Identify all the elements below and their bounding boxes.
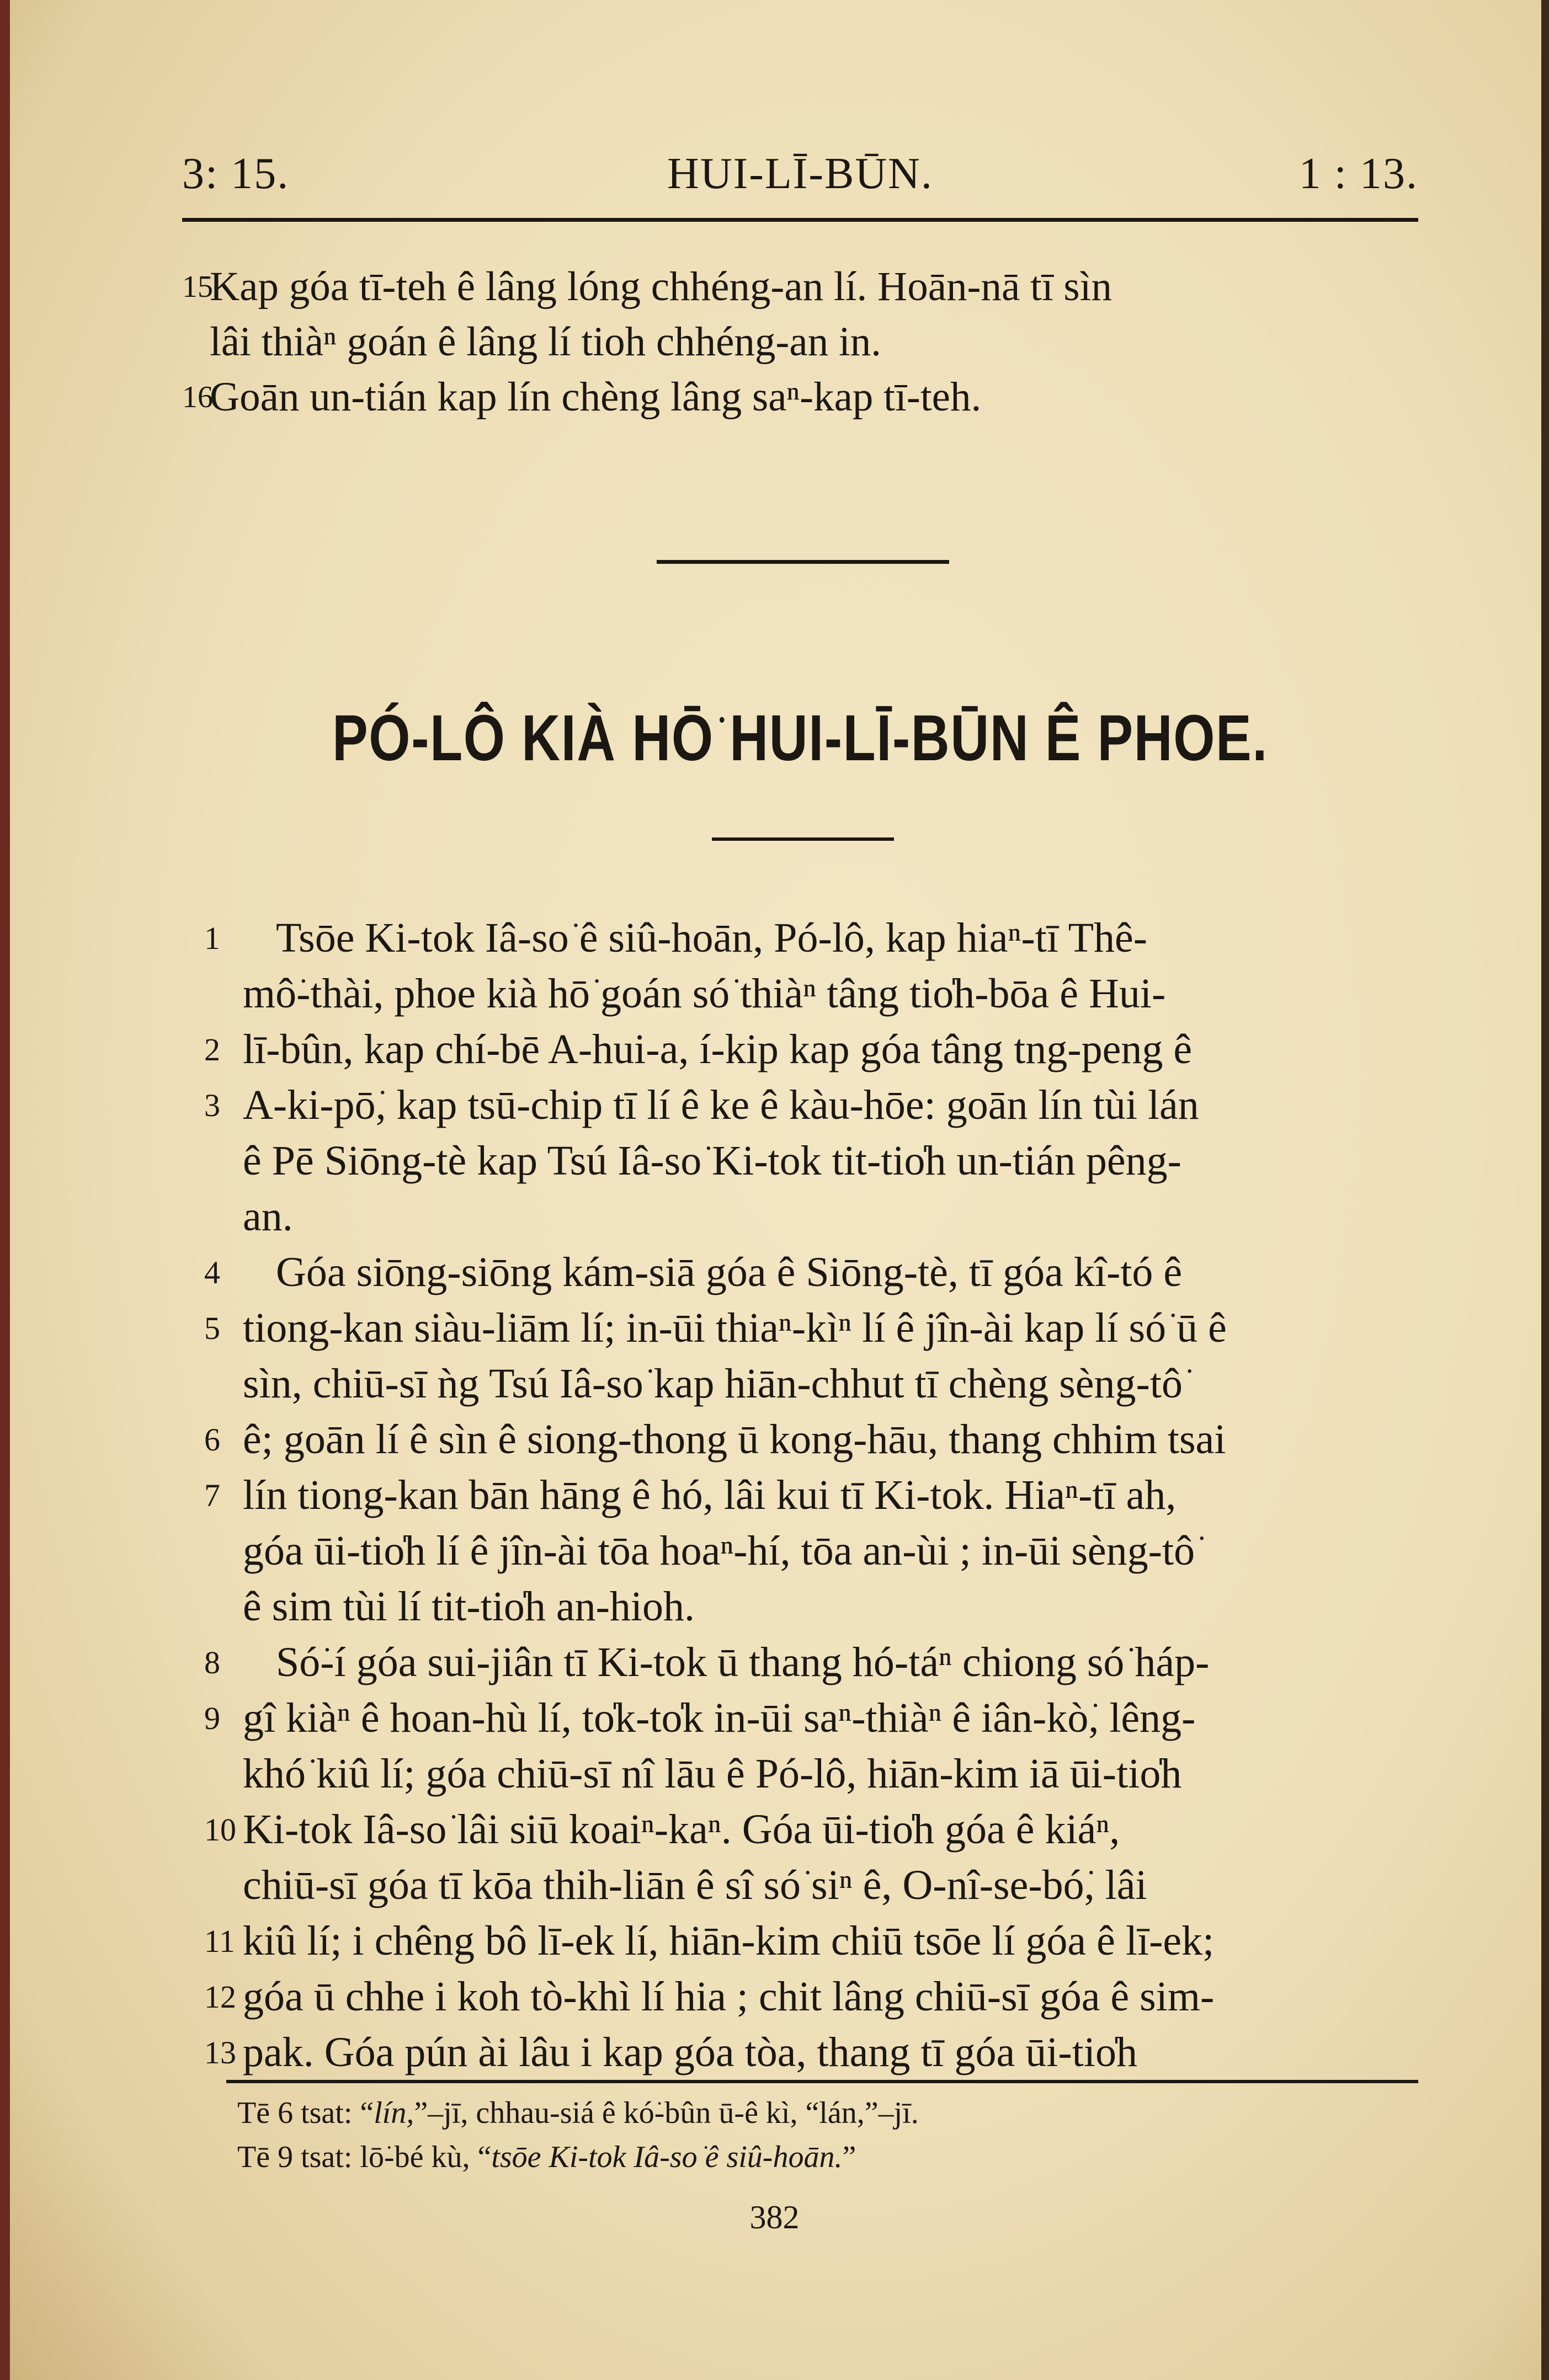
page-edge-right xyxy=(1541,0,1549,2380)
verse-text: chiū-sī góa tī kōa thih-liān ê sî só͘ siⁿ ê, O-nî-se-bó͘, lâi xyxy=(243,1862,1147,1908)
verse-line xyxy=(204,1913,1418,1969)
verse-line xyxy=(243,1858,1418,1913)
footnote-italic-text: lín, xyxy=(374,2096,414,2130)
footnote-rule xyxy=(226,2080,1418,2083)
verse-text: pak. Góa pún ài lâu i kap góa tòa, thang tī góa ūi-tio̍h xyxy=(243,2029,1137,2075)
verse-line xyxy=(243,1189,1418,1245)
verse-line xyxy=(204,1690,1418,1746)
header-rule xyxy=(182,218,1418,222)
previous-book-ending xyxy=(182,259,1418,425)
verse-line xyxy=(204,1077,1418,1133)
title-underline xyxy=(712,837,894,841)
verse-line xyxy=(204,1969,1418,2025)
verse-text: lâi thiàⁿ goán ê lâng lí tioh chhéng-an in. xyxy=(210,319,882,365)
verse-number: 4 xyxy=(204,1255,220,1290)
verse-line xyxy=(204,1802,1418,1858)
book-title: PÓ-LÔ KIÀ HŌ͘ HUI-LĪ-BŪN Ê PHOE. xyxy=(332,702,1268,775)
footnote-text: ”–jī, chhau-siá ê kó͘-bûn ū-ê kì, “lán,”–jī. xyxy=(414,2096,919,2130)
header-chapter-verse-start: 3: 15. xyxy=(182,150,290,198)
verse-number: 15 xyxy=(182,270,213,304)
verse-line xyxy=(210,314,1418,370)
footnote-text: ” xyxy=(842,2140,856,2174)
verse-line xyxy=(204,910,1418,966)
verse-number: 6 xyxy=(204,1422,220,1458)
verse-text: Kap góa tī-teh ê lâng lóng chhéng-an lí. Hoān-nā tī sìn xyxy=(210,264,1112,309)
verse-number: 10 xyxy=(204,1812,236,1848)
header-book-title: HUI-LĪ-BŪN. xyxy=(667,150,933,198)
verse-text: khó͘ kiû lí; góa chiū-sī nî lāu ê Pó-lô, hiān-kim iā ūi-tio̍h xyxy=(243,1751,1182,1797)
page-number: 382 xyxy=(749,2199,800,2235)
verse-text: gî kiàⁿ ê hoan-hù lí, to̍k-to̍k in-ūi saⁿ-thiàⁿ ê iân-kò͘, lêng- xyxy=(243,1695,1196,1741)
verse-line xyxy=(243,966,1418,1022)
verse-line xyxy=(243,1523,1418,1579)
verse-text: sìn, chiū-sī ǹg Tsú Iâ-so͘ kap hiān-chhut tī chèng sèng-tô͘ xyxy=(243,1360,1183,1407)
verse-line xyxy=(243,1356,1418,1412)
verse-text: Góa siōng-siōng kám-siā góa ê Siōng-tè, tī góa kî-tó ê xyxy=(276,1249,1183,1295)
section-divider xyxy=(657,560,949,564)
verse-text: kiû lí; i chêng bô lī-ek lí, hiān-kim chiū tsōe lí góa ê lī-ek; xyxy=(243,1918,1215,1964)
verse-text: mô͘-thài, phoe kià hō͘ goán só͘ thiàⁿ tâng tio̍h-bōa ê Hui- xyxy=(243,970,1166,1017)
footnotes xyxy=(237,2091,1418,2179)
verse-text: góa ūi-tio̍h lí ê jîn-ài tōa hoaⁿ-hí, tōa an-ùi ; in-ūi sèng-tô͘ xyxy=(243,1528,1195,1574)
verse-number: 1 xyxy=(204,920,220,956)
verse-line xyxy=(204,1022,1418,1077)
verse-line xyxy=(204,1245,1418,1300)
verse-line xyxy=(243,1746,1418,1802)
footnote-italic-text: tsōe Ki-tok Iâ-so͘ ê siû-hoān. xyxy=(491,2140,843,2174)
verse-number: 16 xyxy=(182,380,213,414)
verse-number: 3 xyxy=(204,1087,220,1123)
verse-text: ê sim tùi lí tit-tio̍h an-hioh. xyxy=(243,1583,695,1630)
verse-line xyxy=(243,1133,1418,1189)
running-header xyxy=(182,149,1418,210)
verse-number: 11 xyxy=(204,1923,235,1959)
verse-text: Ki-tok Iâ-so͘ lâi siū koaiⁿ-kaⁿ. Góa ūi-tio̍h góa ê kiáⁿ, xyxy=(243,1806,1120,1853)
verse-number: 7 xyxy=(204,1477,220,1513)
verse-number: 5 xyxy=(204,1310,220,1346)
verse-number: 12 xyxy=(204,1979,236,2015)
verse-text: A-ki-pō͘, kap tsū-chip tī lí ê ke ê kàu-hōe: goān lín tùi lán xyxy=(243,1082,1199,1128)
verse-line xyxy=(204,1468,1418,1523)
verse-text: góa ū chhe i koh tò-khì lí hia ; chit lâng chiū-sī góa ê sim- xyxy=(243,1973,1215,2020)
footnote xyxy=(237,2135,1418,2179)
verse-number: 8 xyxy=(204,1645,220,1680)
footnote-text: Tē 9 tsat: lō͘-bé kù, “ xyxy=(237,2140,492,2174)
main-text xyxy=(204,910,1418,2080)
verse-line xyxy=(204,2025,1418,2080)
verse-text: ê; goān lí ê sìn ê siong-thong ū kong-hāu, thang chhim tsai xyxy=(243,1416,1226,1463)
verse-text: ê Pē Siōng-tè kap Tsú Iâ-so͘ Ki-tok tit-tio̍h un-tián pêng- xyxy=(243,1138,1181,1184)
verse-text: lín tiong-kan bān hāng ê hó, lâi kui tī Ki-tok. Hiaⁿ-tī ah, xyxy=(243,1472,1177,1518)
verse-text: tiong-kan siàu-liām lí; in-ūi thiaⁿ-kìⁿ lí ê jîn-ài kap lí só͘ ū ê xyxy=(243,1305,1227,1351)
header-chapter-verse-end: 1 : 13. xyxy=(1298,150,1418,198)
page-edge-left xyxy=(0,0,10,2380)
verse-text: Goān un-tián kap lín chèng lâng saⁿ-kap tī-teh. xyxy=(210,374,982,420)
verse-line xyxy=(204,1300,1418,1356)
verse-text: an. xyxy=(243,1193,293,1240)
verse-number: 9 xyxy=(204,1700,220,1736)
verse-text: Tsōe Ki-tok Iâ-so͘ ê siû-hoān, Pó-lô, kap hiaⁿ-tī Thê- xyxy=(276,915,1148,961)
verse-number: 13 xyxy=(204,2035,236,2071)
verse-line xyxy=(182,370,1418,425)
verse-line xyxy=(182,259,1418,314)
verse-number: 2 xyxy=(204,1032,220,1068)
verse-line xyxy=(243,1579,1418,1635)
footnote-text: Tē 6 tsat: “ xyxy=(237,2096,374,2130)
verse-text: lī-bûn, kap chí-bē A-hui-a, í-kip kap góa tâng tng-peng ê xyxy=(243,1026,1193,1072)
footnote xyxy=(237,2091,1418,2135)
verse-line xyxy=(204,1412,1418,1468)
verse-line xyxy=(204,1635,1418,1690)
verse-text: Só͘-í góa sui-jiân tī Ki-tok ū thang hó-táⁿ chiong só͘ háp- xyxy=(276,1639,1210,1685)
